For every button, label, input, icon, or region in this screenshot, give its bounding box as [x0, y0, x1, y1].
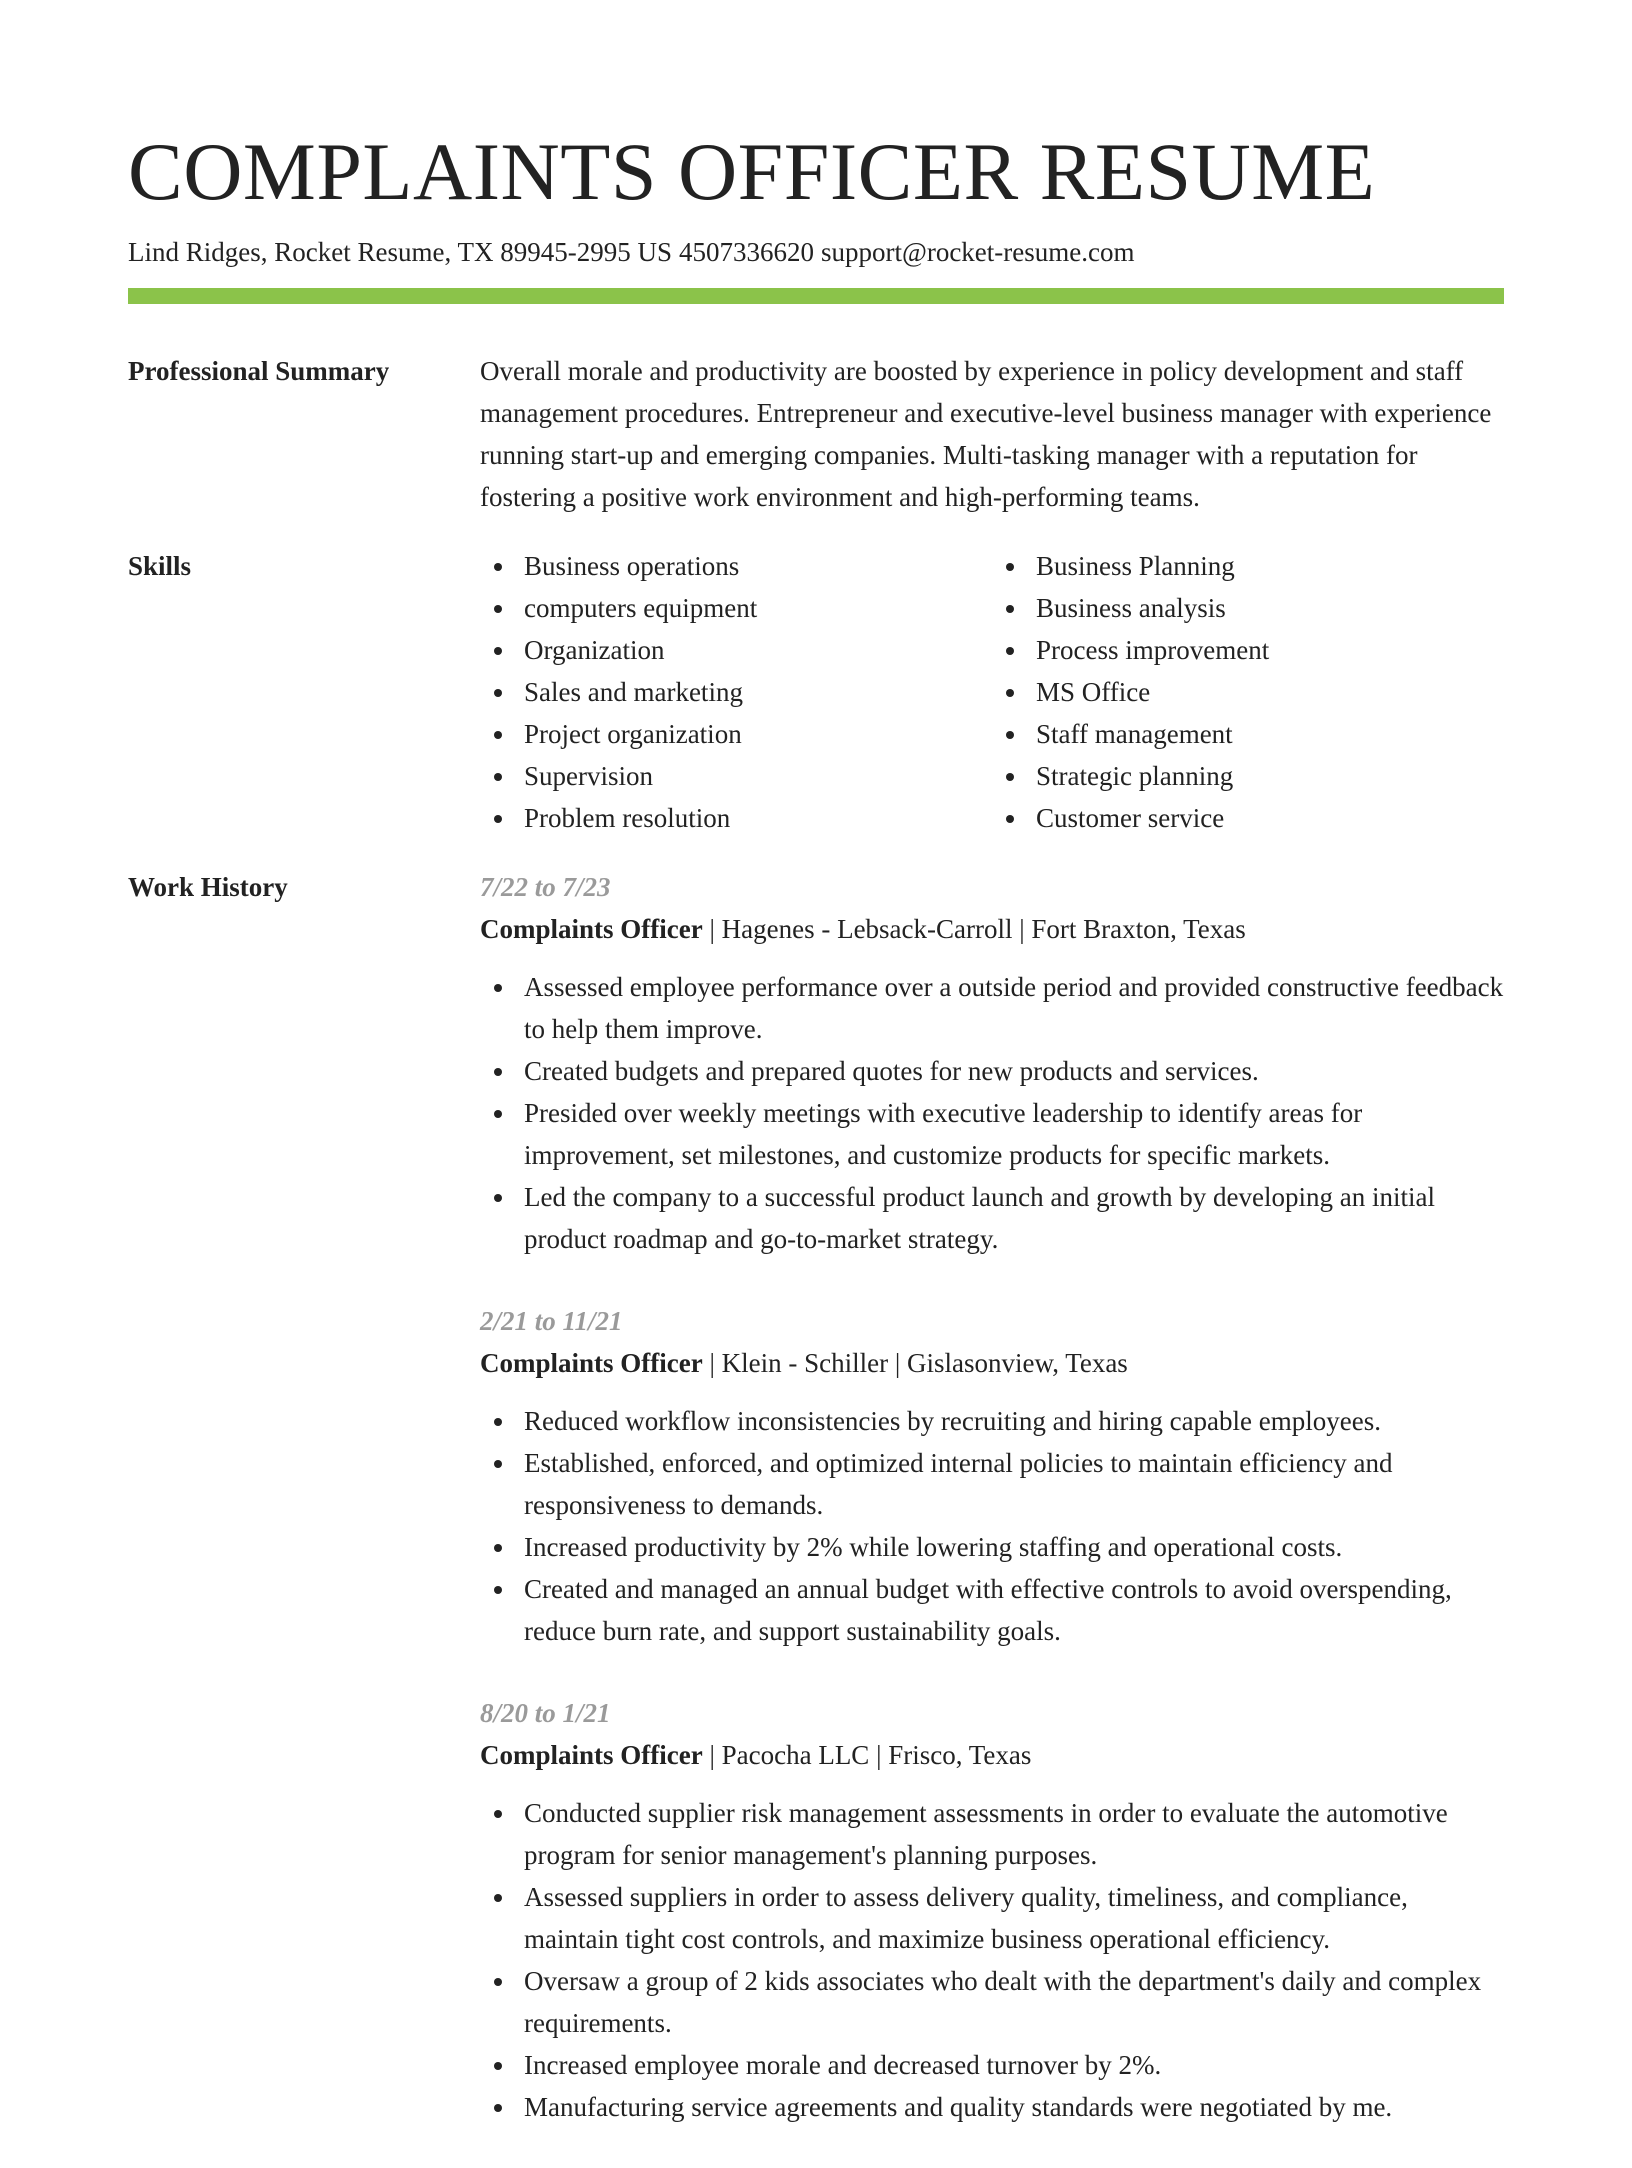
skill-item: Process improvement [1036, 629, 1504, 671]
job-dates: 7/22 to 7/23 [480, 872, 611, 902]
job-employer-location: | Hagenes - Lebsack-Carroll | Fort Braxton, Texas [709, 914, 1246, 944]
job-bullets [480, 966, 1504, 1260]
skill-item: MS Office [1036, 671, 1504, 713]
job-bullet: Assessed employee performance over a outside period and provided constructive feedback to help them improve. [524, 966, 1504, 1050]
job-bullet: Conducted supplier risk management assessments in order to evaluate the automotive program for senior management's planning purposes. [524, 1792, 1504, 1876]
resume-page [128, 118, 1504, 2168]
job-bullet: Presided over weekly meetings with executive leadership to identify areas for improvement, set milestones, and customize products for specific markets. [524, 1092, 1504, 1176]
summary-text: Overall morale and productivity are boosted by experience in policy development and staff management procedures. Entrepreneur and executive-level business manager with experience running start-up and emerging companies. Multi-tasking manager with a reputation for fostering a positive work environment and high-performing teams. [480, 356, 1492, 512]
job-dates: 8/20 to 1/21 [480, 1698, 611, 1728]
job-bullet: Led the company to a successful product launch and growth by developing an initial product roadmap and go-to-market strategy. [524, 1176, 1504, 1260]
skill-item: Customer service [1036, 797, 1504, 839]
contact-email: support@rocket-resume.com [820, 237, 1135, 267]
contact-address: Lind Ridges, Rocket Resume, TX 89945-2995 US [128, 237, 672, 267]
jobs-list [480, 871, 1504, 2168]
skill-item: Business operations [524, 545, 992, 587]
skill-item: computers equipment [524, 587, 992, 629]
job-bullet: Created and managed an annual budget with effective controls to avoid overspending, reduce burn rate, and support sustainability goals. [524, 1568, 1504, 1652]
contact-phone: 4507336620 [678, 237, 814, 267]
job-title: Complaints Officer [480, 1740, 703, 1770]
job-heading [480, 1734, 1504, 1776]
skills-list-left [480, 545, 992, 839]
skill-item: Project organization [524, 713, 992, 755]
job-heading [480, 1342, 1504, 1384]
job-entry [480, 1300, 1504, 1652]
job-employer-location: | Pacocha LLC | Frisco, Texas [709, 1740, 1032, 1770]
job-bullet: Created budgets and prepared quotes for new products and services. [524, 1050, 1504, 1092]
resume-title: COMPLAINTS OFFICER RESUME [128, 126, 1376, 217]
contact-line [128, 234, 1504, 270]
header-divider [128, 288, 1504, 304]
skills-heading: Skills [128, 551, 192, 581]
skills-section [128, 550, 1504, 839]
job-bullet: Reduced workflow inconsistencies by recruiting and hiring capable employees. [524, 1400, 1504, 1442]
skill-item: Staff management [1036, 713, 1504, 755]
work-history-heading: Work History [128, 872, 288, 902]
job-bullet: Established, enforced, and optimized internal policies to maintain efficiency and responsiveness to demands. [524, 1442, 1504, 1526]
job-title: Complaints Officer [480, 1348, 703, 1378]
job-entry [480, 866, 1504, 1260]
skill-item: Problem resolution [524, 797, 992, 839]
job-bullets [480, 1792, 1504, 2128]
summary-section [128, 355, 1504, 518]
job-bullet: Assessed suppliers in order to assess delivery quality, timeliness, and compliance, maintain tight cost controls, and maximize business operational efficiency. [524, 1876, 1504, 1960]
job-title: Complaints Officer [480, 914, 703, 944]
job-entry [480, 1692, 1504, 2128]
job-bullet: Increased productivity by 2% while lowering staffing and operational costs. [524, 1526, 1504, 1568]
job-bullets [480, 1400, 1504, 1652]
skills-list-right [992, 545, 1504, 839]
job-bullet: Oversaw a group of 2 kids associates who dealt with the department's daily and complex requirements. [524, 1960, 1504, 2044]
skill-item: Supervision [524, 755, 992, 797]
skill-item: Business Planning [1036, 545, 1504, 587]
job-bullet: Manufacturing service agreements and quality standards were negotiated by me. [524, 2086, 1504, 2128]
job-dates: 2/21 to 11/21 [480, 1306, 623, 1336]
job-bullet: Increased employee morale and decreased turnover by 2%. [524, 2044, 1504, 2086]
skill-item: Business analysis [1036, 587, 1504, 629]
job-heading [480, 908, 1504, 950]
job-employer-location: | Klein - Schiller | Gislasonview, Texas [709, 1348, 1128, 1378]
work-history-section [128, 871, 1504, 2168]
summary-heading: Professional Summary [128, 356, 390, 386]
skill-item: Organization [524, 629, 992, 671]
skill-item: Sales and marketing [524, 671, 992, 713]
skill-item: Strategic planning [1036, 755, 1504, 797]
